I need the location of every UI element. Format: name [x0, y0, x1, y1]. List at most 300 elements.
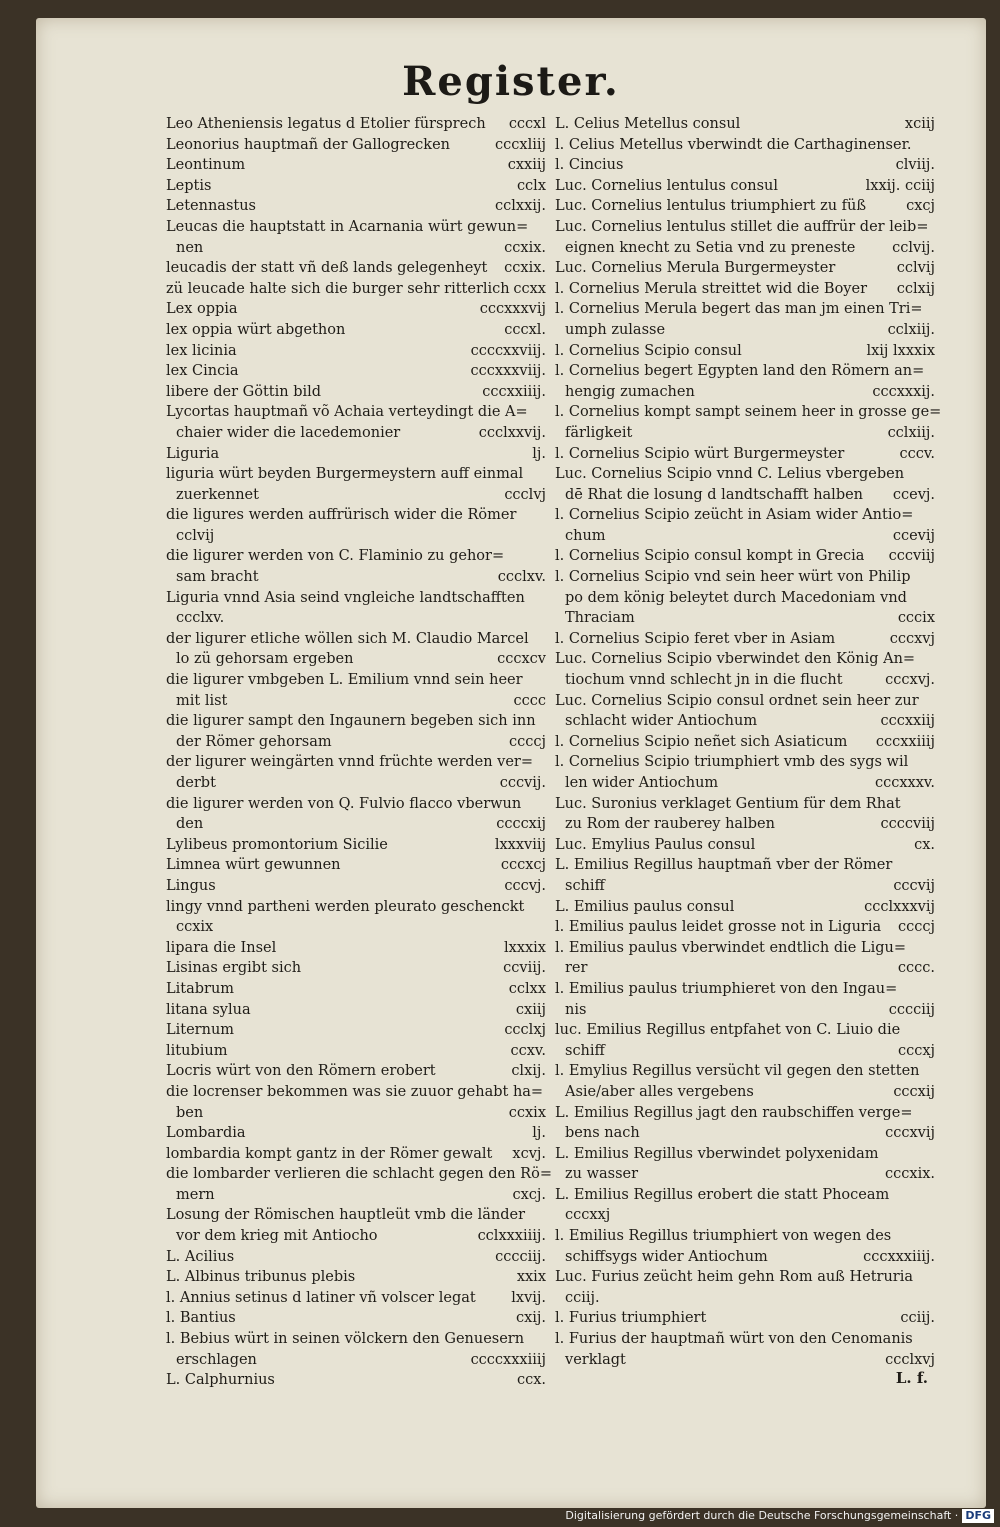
entry-page-ref: cciij.: [900, 1310, 935, 1327]
register-line: [555, 341, 935, 362]
entry-page-ref: cccxvj: [889, 630, 935, 647]
entry-page-ref: lj.: [532, 1125, 546, 1142]
entry-page-ref: lxxxix: [504, 939, 546, 956]
entry-text: eignen knecht zu Setia vnd zu preneste: [565, 239, 856, 256]
register-line: [166, 897, 546, 918]
entry-page-ref: cccxxxvij: [479, 301, 546, 318]
entry-page-ref: cccxxiiij: [875, 733, 935, 750]
entry-page-ref: cccxxxij.: [872, 383, 935, 400]
entry-page-ref: cccv.: [899, 445, 935, 462]
entry-text: die ligurer werden von Q. Fulvio flacco vberwun: [166, 795, 522, 812]
register-line: [555, 526, 935, 547]
entry-page-ref: ccclxxvij.: [478, 424, 546, 441]
entry-text: die ligurer werden von C. Flaminio zu gehor=: [166, 548, 505, 565]
register-line: [166, 464, 546, 485]
entry-text: l. Cornelius kompt sampt seinem heer in grosse ge=: [555, 404, 942, 421]
register-line: [166, 670, 546, 691]
register-line: [555, 1247, 935, 1268]
register-line: [166, 855, 546, 876]
entry-text: lingy vnnd partheni werden pleurato geschenckt: [166, 898, 525, 915]
register-line: [555, 1185, 935, 1206]
register-line: [166, 155, 546, 176]
entry-text: l. Emylius Regillus versücht vil gegen den stetten: [555, 1063, 920, 1080]
register-line: [555, 505, 935, 526]
register-line: [166, 1164, 552, 1185]
entry-text: rer: [565, 960, 588, 977]
entry-text: Luc. Cornelius lentulus triumphiert zu füß: [555, 198, 867, 215]
register-line: [166, 1144, 546, 1165]
entry-page-ref: cclxij: [896, 280, 935, 297]
entry-text: cciij.: [565, 1289, 600, 1306]
entry-text: die ligures werden auffrürisch wider die Römer: [166, 507, 517, 524]
register-line: [555, 1082, 935, 1103]
register-line: [555, 608, 935, 629]
register-line: [555, 1000, 935, 1021]
entry-page-ref: cxxiij: [507, 157, 546, 174]
entry-page-ref: cccxcv: [497, 651, 546, 668]
register-line: [555, 361, 935, 382]
register-line: [555, 1020, 935, 1041]
entry-page-ref: cccxcj: [500, 857, 546, 874]
entry-text: die locrenser bekommen was sie zuuor gehabt ha=: [166, 1083, 544, 1100]
entry-text: Lingus: [166, 877, 216, 894]
register-line: [555, 876, 935, 897]
register-line: [555, 1205, 935, 1226]
entry-page-ref: ccclxv.: [497, 569, 546, 586]
entry-text: Luc. Cornelius Scipio vberwindet den König An=: [555, 651, 916, 668]
entry-text: lombardia kompt gantz in der Römer gewalt: [166, 1145, 493, 1162]
register-line: [555, 917, 935, 938]
entry-text: lex oppia würt abgethon: [166, 321, 346, 338]
entry-text: liguria würt beyden Burgermeystern auff einmal: [166, 466, 524, 483]
register-line: [555, 1329, 935, 1350]
entry-page-ref: xciij: [904, 116, 935, 132]
entry-page-ref: ccccviij: [880, 816, 935, 833]
entry-page-ref: ccxix: [508, 1104, 546, 1121]
entry-page-ref: cccviij: [888, 548, 935, 565]
signature-mark: L. f.: [895, 1369, 928, 1387]
entry-page-ref: clviij.: [895, 157, 935, 174]
entry-text: l. Furius der hauptmañ würt von den Cenomanis: [555, 1331, 913, 1348]
entry-text: Luc. Cornelius lentulus consul: [555, 177, 779, 194]
register-line: [166, 979, 546, 1000]
entry-page-ref: ccccj: [509, 733, 546, 750]
register-line: [555, 485, 935, 506]
entry-page-ref: cccvj.: [504, 877, 546, 894]
entry-text: mit list: [176, 692, 228, 709]
entry-text: chaier wider die lacedemonier: [176, 424, 401, 441]
dfg-logo: DFG: [962, 1509, 994, 1523]
entry-page-ref: cccxl: [508, 116, 546, 132]
register-line: [166, 320, 546, 341]
register-line: [166, 444, 546, 465]
register-column-right: [555, 114, 942, 1370]
register-line: [555, 299, 935, 320]
entry-text: l. Cincius: [555, 157, 624, 174]
register-line: [555, 1308, 935, 1329]
register-line: [166, 691, 546, 712]
entry-text: l. Cornelius Scipio triumphiert vmb des sygs wil: [555, 754, 909, 771]
register-line: [166, 567, 546, 588]
entry-page-ref: ccccxij: [496, 816, 546, 833]
register-line: [166, 279, 546, 300]
entry-page-ref: cclvij: [896, 260, 935, 277]
register-line: [166, 711, 546, 732]
entry-page-ref: ccclxxxvij: [864, 898, 935, 915]
register-line: [555, 814, 935, 835]
entry-text: l. Cornelius Scipio feret vber in Asiam: [555, 630, 836, 647]
entry-page-ref: lxxij. cciij: [865, 177, 935, 194]
entry-text: die ligurer sampt den Ingaunern begeben sich inn: [166, 713, 536, 730]
entry-text: L. Emilius Regillus vberwindet polyxenidam: [555, 1145, 879, 1162]
entry-text: Thraciam: [565, 610, 635, 627]
register-line: [555, 670, 935, 691]
entry-text: zuerkennet: [176, 486, 259, 503]
register-line: [166, 1020, 546, 1041]
entry-text: po dem könig beleytet durch Macedoniam vnd: [565, 589, 907, 606]
register-line: [555, 1226, 935, 1247]
entry-text: litana sylua: [166, 1001, 251, 1018]
register-line: [166, 814, 546, 835]
entry-text: Luc. Cornelius lentulus stillet die auffrür der leib=: [555, 218, 929, 235]
entry-text: Luc. Emylius Paulus consul: [555, 836, 756, 853]
entry-text: den: [176, 816, 204, 833]
register-line: [555, 835, 935, 856]
entry-text: Limnea würt gewunnen: [166, 857, 341, 874]
entry-text: l. Cornelius begert Egypten land den Römern an=: [555, 363, 925, 380]
entry-page-ref: cccxix.: [885, 1166, 935, 1183]
page-title: Register.: [402, 58, 620, 105]
register-line: [166, 1041, 546, 1062]
entry-text: schiff: [565, 1042, 605, 1059]
entry-page-ref: cxcj: [906, 198, 935, 215]
register-line: [166, 135, 546, 156]
entry-page-ref: clxij.: [511, 1063, 546, 1080]
entry-text: vor dem krieg mit Antiocho: [176, 1228, 378, 1245]
entry-text: l. Emilius Regillus triumphiert von wegen des: [555, 1228, 892, 1245]
entry-text: schiff: [565, 877, 605, 894]
entry-text: zü leucade halte sich die burger sehr ritterlich: [166, 280, 510, 297]
register-line: [166, 1267, 546, 1288]
register-line: [555, 402, 942, 423]
register-line: [555, 897, 935, 918]
entry-text: Leptis: [166, 177, 212, 194]
entry-text: umph zulasse: [565, 321, 666, 338]
entry-text: litubium: [166, 1042, 228, 1059]
register-line: [555, 855, 935, 876]
entry-text: l. Cornelius Scipio consul kompt in Grecia: [555, 548, 865, 565]
entry-text: nis: [565, 1001, 587, 1018]
register-line: [555, 1350, 935, 1371]
entry-text: mern: [176, 1186, 215, 1203]
entry-page-ref: cccciij.: [495, 1248, 546, 1265]
entry-text: Lombardia: [166, 1125, 246, 1142]
entry-text: l. Bantius: [166, 1310, 236, 1327]
entry-text: verklagt: [565, 1351, 626, 1368]
register-line: [166, 505, 546, 526]
entry-text: zu wasser: [565, 1166, 639, 1183]
register-line: [166, 958, 546, 979]
entry-text: L. Celius Metellus consul: [555, 116, 741, 132]
entry-text: l. Cornelius Scipio neñet sich Asiaticum: [555, 733, 848, 750]
entry-text: l. Cornelius Scipio würt Burgermeyster: [555, 445, 845, 462]
entry-text: Liternum: [166, 1022, 235, 1039]
register-line: [555, 1288, 935, 1309]
register-line: [555, 711, 935, 732]
register-line: [555, 258, 935, 279]
entry-text: sam bracht: [176, 569, 259, 586]
entry-text: L. Emilius Regillus hauptmañ vber der Römer: [555, 857, 893, 874]
entry-page-ref: ccclvj: [504, 486, 546, 503]
register-column-left: [166, 114, 552, 1391]
register-line: [166, 1226, 546, 1247]
entry-page-ref: xxix: [516, 1269, 546, 1286]
register-line: [555, 649, 935, 670]
entry-page-ref: cccxij: [893, 1083, 935, 1100]
register-line: [555, 444, 935, 465]
footer-credit-text: Digitalisierung gefördert durch die Deutsche Forschungsgemeinschaft ·: [565, 1509, 959, 1522]
register-line: [555, 320, 935, 341]
entry-page-ref: cclxxij.: [495, 198, 546, 215]
register-line: [166, 938, 546, 959]
entry-page-ref: ccccj: [898, 919, 935, 936]
entry-text: L. Emilius Regillus jagt den raubschiffen verge=: [555, 1104, 913, 1121]
register-line: [166, 629, 546, 650]
entry-page-ref: cccix: [897, 610, 935, 627]
register-line: [555, 938, 935, 959]
entry-page-ref: lxxxviij: [494, 836, 546, 853]
entry-text: libere der Göttin bild: [166, 383, 322, 400]
entry-page-ref: cccxxiiij.: [482, 383, 546, 400]
register-line: [166, 382, 546, 403]
digitization-footer: [0, 1505, 994, 1527]
entry-text: nen: [176, 239, 204, 256]
entry-page-ref: ccevj.: [892, 486, 935, 503]
entry-text: l. Emilius paulus vberwindet endtlich die Ligu=: [555, 939, 906, 956]
entry-text: lex Cincia: [166, 363, 239, 380]
entry-page-ref: ccccxxxiiij: [470, 1351, 546, 1368]
register-line: [166, 1123, 546, 1144]
register-line: [555, 1061, 935, 1082]
entry-page-ref: cclvij.: [892, 239, 935, 256]
entry-text: L. Albinus tribunus plebis: [166, 1269, 356, 1286]
entry-text: Luc. Cornelius Scipio consul ordnet sein heer zur: [555, 692, 919, 709]
entry-page-ref: cccvij.: [499, 775, 546, 791]
entry-text: Losung der Römischen hauptleüt vmb die länder: [166, 1207, 526, 1224]
entry-text: Luc. Suronius verklaget Gentium für dem Rhat: [555, 795, 901, 812]
register-line: [166, 608, 546, 629]
entry-page-ref: cccxvij: [885, 1125, 935, 1142]
entry-text: Luc. Cornelius Merula Burgermeyster: [555, 260, 836, 277]
register-line: [555, 217, 935, 238]
register-line: [166, 238, 546, 259]
entry-text: Luc. Furius zeücht heim gehn Rom auß Hetruria: [555, 1269, 914, 1286]
register-line: [166, 402, 546, 423]
entry-text: l. Annius setinus d latiner vñ volscer legat: [166, 1289, 476, 1306]
entry-text: l. Emilius paulus triumphieret von den Ingau=: [555, 980, 898, 997]
register-line: [166, 361, 546, 382]
entry-page-ref: lj.: [532, 445, 546, 462]
entry-text: Liguria vnnd Asia seind vngleiche landtschafften: [166, 589, 525, 606]
entry-text: lo zü gehorsam ergeben: [176, 651, 354, 668]
entry-text: Leontinum: [166, 157, 246, 174]
entry-page-ref: cccc.: [897, 960, 935, 977]
entry-page-ref: ccx.: [516, 1372, 546, 1389]
entry-text: chum: [565, 527, 606, 544]
entry-text: cclvij: [176, 527, 215, 544]
register-line: [555, 629, 935, 650]
register-line: [166, 773, 546, 794]
register-line: [166, 752, 546, 773]
entry-text: Leonorius hauptmañ der Gallogrecken: [166, 136, 450, 153]
register-line: [555, 1144, 935, 1165]
entry-text: l. Cornelius Scipio consul: [555, 342, 742, 359]
entry-text: Litabrum: [166, 980, 235, 997]
register-line: [166, 1103, 546, 1124]
register-line: [555, 588, 935, 609]
entry-page-ref: ccxix.: [504, 239, 546, 256]
entry-text: l. Celius Metellus vberwindt die Carthaginenser.: [555, 136, 912, 153]
entry-text: schlacht wider Antiochum: [565, 713, 758, 730]
register-line: [166, 835, 546, 856]
entry-page-ref: ccxx: [513, 280, 546, 297]
entry-page-ref: lxvij.: [511, 1289, 546, 1306]
entry-text: der Römer gehorsam: [176, 733, 332, 750]
entry-text: lipara die Insel: [166, 939, 277, 956]
book-page: [36, 18, 986, 1508]
entry-text: derbt: [176, 775, 216, 791]
register-line: [555, 1267, 935, 1288]
entry-text: Letennastus: [166, 198, 256, 215]
entry-text: tiochum vnnd schlecht jn in die flucht: [565, 672, 843, 689]
entry-text: dē Rhat die losung d landtschafft halben: [565, 486, 864, 503]
entry-text: ben: [176, 1104, 204, 1121]
entry-text: L. Calphurnius: [166, 1372, 275, 1389]
register-line: [555, 176, 935, 197]
register-line: [166, 1308, 546, 1329]
register-line: [166, 176, 546, 197]
register-line: [555, 752, 935, 773]
register-line: [555, 979, 935, 1000]
register-line: [166, 1350, 546, 1371]
register-line: [555, 382, 935, 403]
register-line: [555, 135, 935, 156]
entry-page-ref: cccciij: [888, 1001, 935, 1018]
entry-page-ref: cccxliij: [495, 136, 546, 153]
entry-text: färligkeit: [565, 424, 633, 441]
entry-text: bens nach: [565, 1125, 640, 1142]
register-line: [166, 1247, 546, 1268]
entry-text: die lombarder verlieren die schlacht gegen den Rö=: [166, 1166, 552, 1183]
entry-text: Lex oppia: [166, 301, 238, 318]
entry-text: l. Cornelius Scipio vnd sein heer würt von Philip: [555, 569, 911, 586]
entry-text: Locris würt von den Römern erobert: [166, 1063, 436, 1080]
entry-page-ref: cxcj.: [512, 1186, 546, 1203]
entry-page-ref: cclxiij.: [887, 321, 935, 338]
register-line: [555, 155, 935, 176]
entry-page-ref: cxiij: [515, 1001, 546, 1018]
register-line: [166, 217, 546, 238]
register-line: [166, 1205, 546, 1226]
register-line: [166, 114, 546, 135]
entry-page-ref: cccxj: [897, 1042, 935, 1059]
entry-page-ref: cclxiij.: [887, 424, 935, 441]
entry-text: l. Emilius paulus leidet grosse not in Liguria: [555, 919, 882, 936]
entry-page-ref: cccxxxiiij.: [863, 1248, 935, 1265]
entry-page-ref: cxij.: [515, 1310, 546, 1327]
register-line: [555, 794, 935, 815]
register-line: [555, 546, 935, 567]
register-line: [555, 1164, 935, 1185]
entry-page-ref: cccxxxv.: [875, 775, 935, 791]
entry-text: L. Emilius Regillus erobert die statt Phoceam: [555, 1186, 890, 1203]
entry-page-ref: ccevij: [892, 527, 935, 544]
register-line: [555, 423, 935, 444]
entry-text: luc. Emilius Regillus entpfahet von C. Liuio die: [555, 1022, 901, 1039]
entry-text: L. Emilius paulus consul: [555, 898, 735, 915]
register-line: [166, 732, 546, 753]
register-line: [555, 567, 935, 588]
register-line: [166, 299, 546, 320]
register-line: [166, 341, 546, 362]
register-line: [555, 1041, 935, 1062]
register-line: [555, 238, 935, 259]
register-line: [166, 917, 546, 938]
register-line: [166, 649, 546, 670]
entry-page-ref: cclxx: [508, 980, 546, 997]
register-line: [555, 732, 935, 753]
register-line: [166, 1288, 546, 1309]
entry-page-ref: ccccxxviij.: [470, 342, 546, 359]
register-line: [166, 794, 546, 815]
entry-page-ref: xcvj.: [512, 1145, 546, 1162]
entry-text: schiffsygs wider Antiochum: [565, 1248, 768, 1265]
entry-text: Luc. Cornelius Scipio vnnd C. Lelius vbergeben: [555, 466, 905, 483]
entry-page-ref: cccxl.: [504, 321, 546, 338]
register-line: [166, 526, 546, 547]
register-line: [555, 464, 935, 485]
register-line: [555, 114, 935, 135]
entry-text: ccxix: [176, 919, 214, 936]
entry-page-ref: cclxxxiiij.: [477, 1228, 546, 1245]
register-line: [166, 1329, 546, 1350]
entry-page-ref: cccxxiij: [880, 713, 935, 730]
entry-text: l. Cornelius Merula streittet wid die Boyer: [555, 280, 868, 297]
entry-text: Lylibeus promontorium Sicilie: [166, 836, 388, 853]
entry-page-ref: cccxxxviij.: [470, 363, 546, 380]
register-line: [555, 691, 935, 712]
entry-page-ref: lxij lxxxix: [866, 342, 935, 359]
register-line: [166, 196, 546, 217]
register-line: [555, 279, 935, 300]
entry-text: l. Cornelius Merula begert das man jm einen Tri=: [555, 301, 923, 318]
entry-text: Leucas die hauptstatt in Acarnania würt gewun=: [166, 218, 529, 235]
entry-text: Liguria: [166, 445, 220, 462]
entry-page-ref: ccclxvj: [885, 1351, 935, 1368]
entry-text: L. Acilius: [166, 1248, 235, 1265]
entry-text: l. Bebius würt in seinen völckern den Genuesern: [166, 1331, 525, 1348]
entry-text: len wider Antiochum: [565, 775, 719, 791]
entry-text: zu Rom der rauberey halben: [565, 816, 775, 833]
entry-text: der ligurer weingärten vnnd früchte werden ver=: [166, 754, 533, 771]
entry-text: ccclxv.: [176, 610, 225, 627]
entry-page-ref: ccclxj: [504, 1022, 546, 1039]
entry-page-ref: cccxvj.: [885, 672, 935, 689]
entry-text: leucadis der statt vñ deß lands gelegenheyt: [166, 260, 488, 277]
register-line: [166, 1370, 546, 1391]
register-line: [166, 1000, 546, 1021]
entry-text: cccxxj: [565, 1207, 611, 1224]
